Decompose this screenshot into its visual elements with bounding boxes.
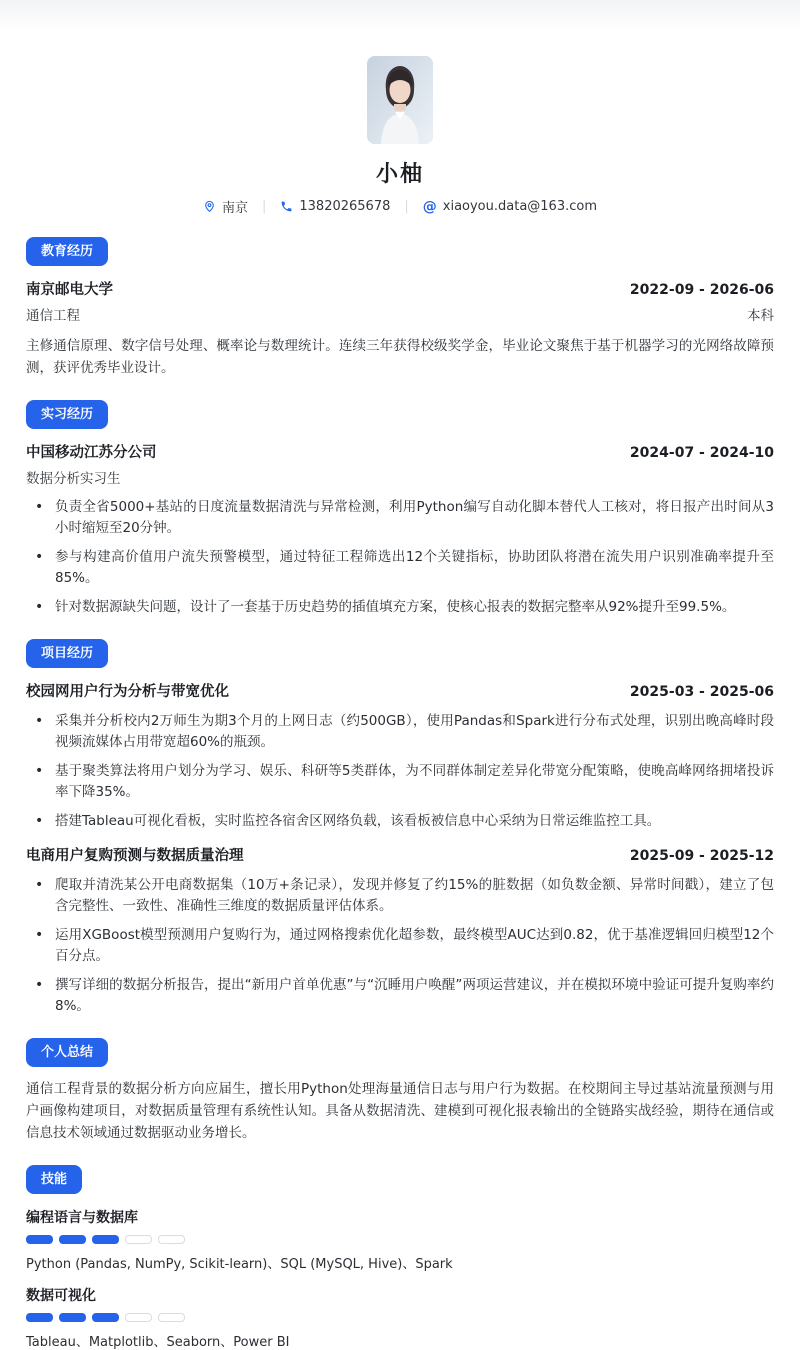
phone-icon: [280, 200, 293, 213]
contact-location-text: 南京: [221, 201, 248, 216]
contact-divider: |: [404, 199, 409, 214]
internship-role: 数据分析实习生: [26, 471, 121, 487]
skill-level-bar: [26, 1313, 774, 1322]
at-icon: @: [422, 198, 437, 215]
project-date: 2025-09 - 2025-12: [629, 848, 774, 864]
project-date: 2025-03 - 2025-06: [629, 684, 774, 700]
skill-level-segment: [59, 1313, 86, 1322]
project-entry-ecommerce: [26, 844, 774, 1017]
bullet-item: • 针对数据源缺失问题，设计了一套基于历史趋势的插值填充方案，使核心报表的数据完整率从92%提升至99.5%。: [26, 597, 774, 618]
internship-date: 2024-07 - 2024-10: [629, 445, 774, 461]
contact-email-text: xiaoyou.data@163.com: [442, 199, 598, 214]
skill-name: 编程语言与数据库: [26, 1210, 138, 1226]
bullet-item: • 撰写详细的数据分析报告，提出“新用户首单优惠”与“沉睡用户唤醒”两项运营建议，并在模拟环境中验证可提升复购率约8%。: [26, 975, 774, 1017]
bullet-item: • 搭建Tableau可视化看板，实时监控各宿舍区网络负载，该看板被信息中心采纳为日常运维监控工具。: [26, 811, 774, 832]
bullet-item: • 参与构建高价值用户流失预警模型，通过特征工程筛选出12个关键指标，协助团队将潜在流失用户识别准确率提升至85%。: [26, 547, 774, 589]
education-date: 2022-09 - 2026-06: [629, 282, 774, 298]
education-section-badge: 教育经历: [26, 237, 108, 266]
resume-header: [26, 56, 774, 216]
skills-section-badge: 技能: [26, 1165, 82, 1194]
project-bullet-list: [26, 711, 774, 832]
bullet-item: • 基于聚类算法将用户划分为学习、娱乐、科研等5类群体，为不同群体制定差异化带宽分配策略，使晚高峰网络拥堵投诉率下降35%。: [26, 761, 774, 803]
skill-level-segment: [26, 1235, 53, 1244]
section-projects: [26, 639, 774, 1017]
candidate-name: 小柚: [375, 162, 424, 187]
profile-photo-illustration: [367, 56, 433, 144]
section-internship: [26, 400, 774, 618]
internship-section-badge: 实习经历: [26, 400, 108, 429]
project-title: 电商用户复购预测与数据质量治理: [26, 848, 244, 864]
bullet-item: • 采集并分析校内2万师生为期3个月的上网日志（约500GB），使用Pandas和Spark进行分布式处理，识别出晚高峰时段视频流媒体占用带宽超60%的瓶颈。: [26, 711, 774, 753]
skill-name: 数据可视化: [26, 1288, 96, 1304]
skill-level-segment: [158, 1235, 185, 1244]
skill-detail: Python (Pandas, NumPy, Scikit-learn)、SQL (MySQL, Hive)、Spark: [26, 1257, 453, 1272]
contact-location: [203, 197, 248, 216]
bullet-item: • 爬取并清洗某公开电商数据集（10万+条记录），发现并修复了约15%的脏数据（如负数金额、异常时间戳），建立了包含完整性、一致性、准确性三维度的数据质量评估体系。: [26, 875, 774, 917]
education-description: 主修通信原理、数字信号处理、概率论与数理统计。连续三年获得校级奖学金，毕业论文聚焦于基于机器学习的光网络故障预测，获评优秀毕业设计。: [26, 338, 774, 376]
skill-programming-databases: [26, 1207, 774, 1272]
skill-level-bar: [26, 1235, 774, 1244]
contact-row: [26, 197, 774, 216]
company-name: 中国移动江苏分公司: [26, 445, 157, 461]
projects-section-badge: 项目经历: [26, 639, 108, 668]
skill-detail: Tableau、Matplotlib、Seaborn、Power BI: [26, 1335, 290, 1350]
skill-level-segment: [92, 1235, 119, 1244]
skill-level-segment: [125, 1313, 152, 1322]
internship-entry: [26, 441, 774, 618]
location-pin-icon: [203, 200, 216, 213]
bullet-item: • 负责全省5000+基站的日度流量数据清洗与异常检测，利用Python编写自动化脚本替代人工核对，将日报产出时间从3小时缩短至20分钟。: [26, 497, 774, 539]
education-degree: 本科: [747, 308, 774, 324]
education-major: 通信工程: [26, 308, 80, 324]
section-education: [26, 237, 774, 379]
profile-photo: [367, 56, 433, 144]
contact-phone: [280, 199, 390, 214]
contact-divider: |: [262, 199, 267, 214]
school-name: 南京邮电大学: [26, 282, 113, 298]
summary-section-badge: 个人总结: [26, 1038, 108, 1067]
contact-phone-text: 13820265678: [299, 199, 391, 214]
internship-bullet-list: [26, 497, 774, 618]
summary-text: 通信工程背景的数据分析方向应届生，擅长用Python处理海量通信日志与用户行为数据。在校期间主导过基站流量预测与用户画像构建项目，对数据质量管理有系统性认知。具备从数据清洗、建模到可视化报表输出的全链路实战经验，期待在通信或信息技术领域通过数据驱动业务增长。: [26, 1081, 774, 1141]
resume-page: [0, 56, 800, 1350]
page-top-fade: [0, 0, 800, 30]
section-summary: [26, 1038, 774, 1144]
skill-level-segment: [158, 1313, 185, 1322]
skill-level-segment: [26, 1313, 53, 1322]
project-bullet-list: [26, 875, 774, 1017]
contact-email: [423, 199, 597, 214]
project-entry-campus-network: [26, 680, 774, 832]
section-skills: [26, 1165, 774, 1350]
education-entry: [26, 278, 774, 379]
skill-level-segment: [59, 1235, 86, 1244]
project-title: 校园网用户行为分析与带宽优化: [26, 684, 229, 700]
skill-level-segment: [92, 1313, 119, 1322]
bullet-item: • 运用XGBoost模型预测用户复购行为，通过网格搜索优化超参数，最终模型AUC达到0.82，优于基准逻辑回归模型12个百分点。: [26, 925, 774, 967]
skill-data-visualization: [26, 1285, 774, 1350]
skill-level-segment: [125, 1235, 152, 1244]
